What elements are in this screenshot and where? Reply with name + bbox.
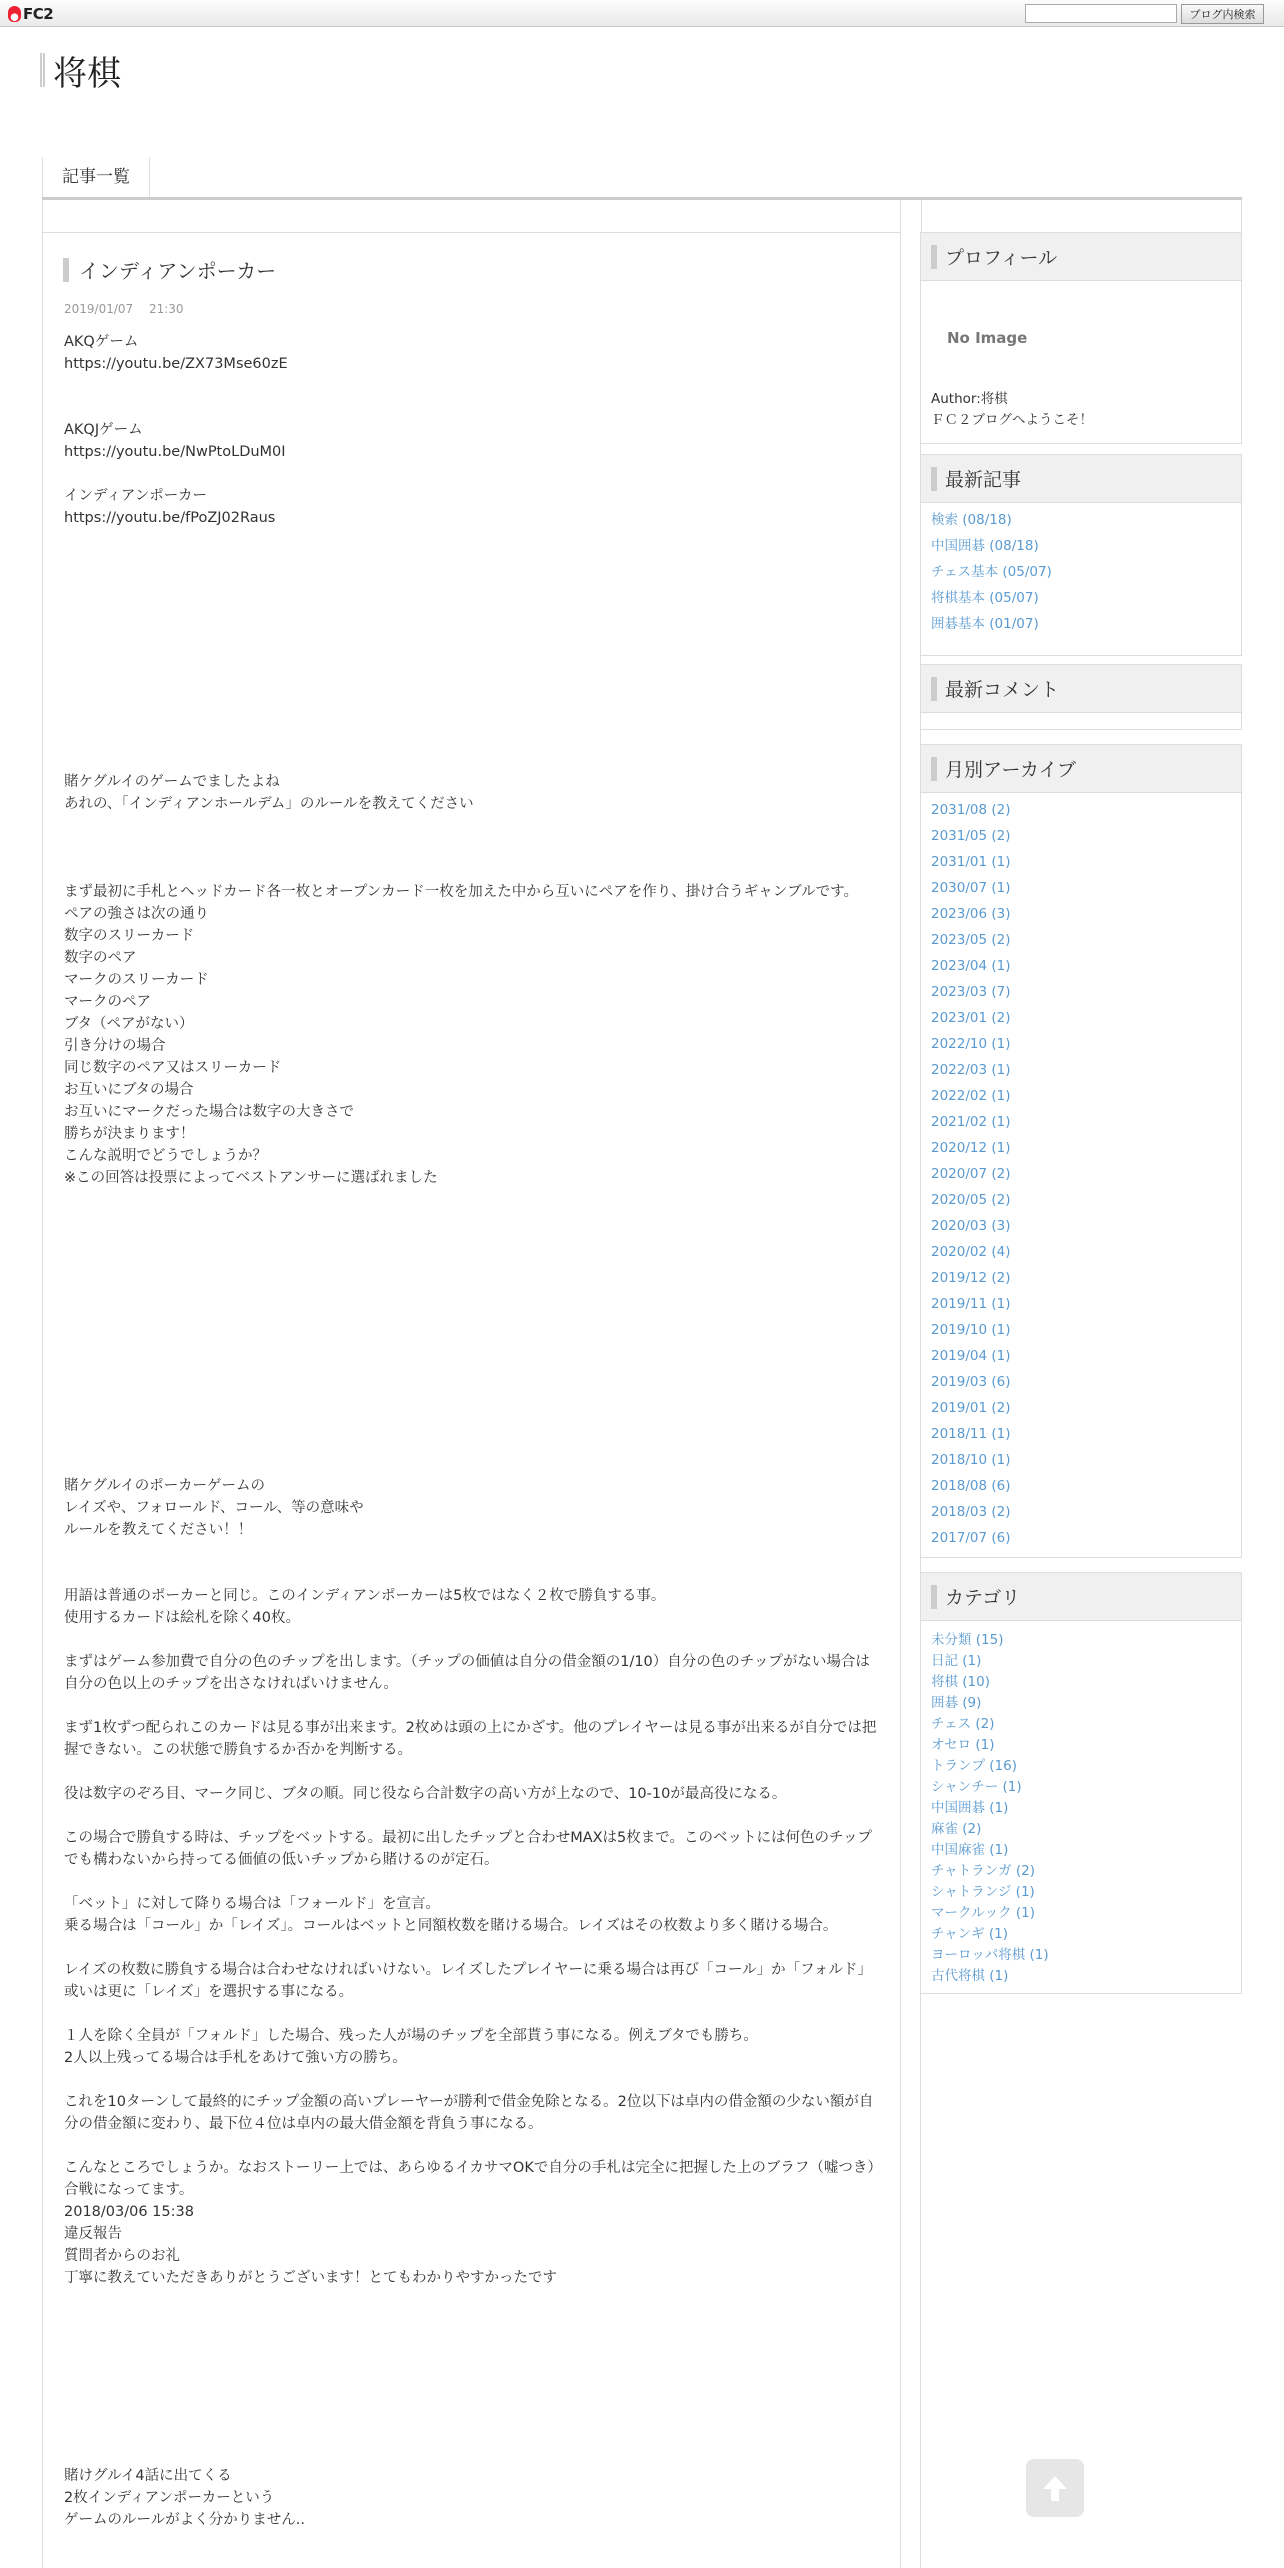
content-top-strip (42, 200, 1242, 232)
archive-link[interactable]: 2019/03 (6) (931, 1374, 1011, 1390)
arrow-up-icon (1039, 2472, 1071, 2504)
archive-link[interactable]: 2017/07 (6) (931, 1530, 1011, 1546)
archive-link[interactable]: 2020/05 (2) (931, 1192, 1011, 1208)
archive-link[interactable]: 2023/06 (3) (931, 906, 1011, 922)
entry-header (63, 255, 276, 284)
category-list (931, 1630, 1231, 1987)
archive-link[interactable]: 2031/05 (2) (931, 828, 1011, 844)
profile-image: No Image (947, 329, 1028, 347)
plugin-header (921, 745, 1241, 793)
plugin-title: 月別アーカイブ (945, 759, 1076, 781)
archive-link[interactable]: 2018/08 (6) (931, 1478, 1011, 1494)
plugin-title: 最新記事 (945, 469, 1022, 491)
fc2-toolbar (0, 0, 1284, 27)
archive-link[interactable]: 2019/10 (1) (931, 1322, 1011, 1338)
main-column (42, 232, 901, 2568)
plugin-recent-entries (921, 454, 1242, 656)
archive-link[interactable]: 2031/01 (1) (931, 854, 1011, 870)
archive-link[interactable]: 2030/07 (1) (931, 880, 1011, 896)
recent-entry-link[interactable]: 将棋基本 (05/07) (931, 590, 1039, 606)
plugin-header (921, 233, 1241, 281)
title-mark (40, 53, 45, 87)
archive-link[interactable]: 2023/04 (1) (931, 958, 1011, 974)
fc2-logo-text: FC2 (23, 4, 54, 23)
category-link[interactable]: 中国囲碁 (1) (931, 1800, 1009, 1816)
plugin-header (921, 665, 1241, 713)
entry-title-mark (63, 258, 69, 282)
plugin-title: カテゴリ (945, 1587, 1021, 1609)
category-link[interactable]: チェス (2) (931, 1716, 995, 1732)
fc2-flame-icon (8, 6, 21, 22)
nav-item-entry-list[interactable]: 記事一覧 (42, 157, 150, 197)
archive-link[interactable]: 2020/02 (4) (931, 1244, 1011, 1260)
blog-header (40, 50, 121, 94)
plugin-archives (921, 744, 1242, 1558)
plugin-header (921, 1573, 1241, 1621)
archive-link[interactable]: 2031/08 (2) (931, 802, 1011, 818)
category-link[interactable]: シャンチー (1) (931, 1779, 1022, 1795)
archive-link[interactable]: 2022/02 (1) (931, 1088, 1011, 1104)
category-link[interactable]: 囲碁 (9) (931, 1695, 982, 1711)
recent-entry-link[interactable]: 検索 (08/18) (931, 512, 1012, 528)
blog-title[interactable]: 将棋 (53, 53, 121, 94)
entry-title[interactable]: インディアンポーカー (79, 259, 277, 283)
category-link[interactable]: ヨーロッパ将棋 (1) (931, 1947, 1049, 1963)
category-link[interactable]: トランプ (16) (931, 1758, 1018, 1774)
archive-link[interactable]: 2020/12 (1) (931, 1140, 1011, 1156)
archive-link[interactable]: 2018/11 (1) (931, 1426, 1011, 1442)
archive-link[interactable]: 2019/01 (2) (931, 1400, 1011, 1416)
archive-link[interactable]: 2022/03 (1) (931, 1062, 1011, 1078)
recent-entry-link[interactable]: チェス基本 (05/07) (931, 564, 1052, 580)
archive-link[interactable]: 2020/07 (2) (931, 1166, 1011, 1182)
recent-entries-list (931, 507, 1231, 637)
plugin-title: 最新コメント (945, 679, 1060, 701)
archive-link[interactable]: 2023/03 (7) (931, 984, 1011, 1000)
welcome-text: ＦＣ２ブログへようこそ！ (931, 412, 1093, 428)
archive-list (931, 797, 1231, 1551)
category-link[interactable]: 中国麻雀 (1) (931, 1842, 1009, 1858)
page-top-button[interactable] (1026, 2459, 1084, 2517)
blog-search-input[interactable] (1025, 4, 1177, 23)
category-link[interactable]: 将棋 (10) (931, 1674, 991, 1690)
recent-entry-link[interactable]: 囲碁基本 (01/07) (931, 616, 1039, 632)
entry-body: AKQゲーム https://youtu.be/ZX73Mse60zE AKQJゲーム https://youtu.be/NwPtoLDuM0I インディアンポーカー https://youtu.be/fPoZJ02Raus 賭ケグルイのゲームでましたよね あれの、「インディアンホールデム」のルールを教えてください まず最初に手札とヘッドカード各一枚とオープンカード一枚を加えた中から互いにペアを作り、掛け合うギャンブルです。 ペアの強さは次の通り 数字のスリーカード 数字のペア マークのスリーカード マークのペア ブタ（ペアがない） 引き分けの場合 同じ数字のペア又はスリーカード お互いにブタの場合 お互いにマークだった場合は数字の大きさで 勝ちが決まります！ こんな説明でどうでしょうか？ ※この回答は投票によってベストアンサーに選ばれました 賭ケグルイのポーカーゲームの レイズや、フォロールド、コール、等の意味や ルールを教えてください！！ 用語は普通のポーカーと同じ。このインディアンポーカーは5枚ではなく２枚で勝負する事。 使用するカードは絵札を除く40枚。 まずはゲーム参加費で自分の色のチップを出します。（チップの価値は自分の借金額の1/10）自分の色のチップがない場合は自分の色以上のチップを出さなければいけません。 まず1枚ずつ配られこのカードは見る事が出来ます。2枚めは頭の上にかざす。他のプレイヤーは見る事が出来るが自分では把握できない。この状態で勝負するか否かを判断する。 役は数字のぞろ目、マーク同じ、ブタの順。同じ役なら合計数字の高い方が上なので、10-10が最高役になる。 この場合で勝負する時は、チップをベットする。最初に出したチップと合わせMAXは5枚まで。このベットには何色のチップでも構わないから持ってる価値の低いチップから賭けるのが定石。 「ベット」に対して降りる場合は「フォールド」を宣言。 乗る場合は「コール」か「レイズ」。コールはベットと同額枚数を賭ける場合。レイズはその枚数より多く賭ける場合。 レイズの枚数に勝負する場合は合わせなければいけない。レイズしたプレイヤーに乗る場合は再び「コール」か「フォルド」或いは更に「レイズ」を選択する事になる。 １人を除く全員が「フォルド」した場合、残った人が場のチップを全部貰う事になる。例えブタでも勝ち。 2人以上残ってる場合は手札をあけて強い方の勝ち。 これを10ターンして最終的にチップ金額の高いプレーヤーが勝利で借金免除となる。2位以下は卓内の借金額の少ない額が自分の借金額に変わり、最下位４位は卓内の最大借金額を背負う事になる。 こんなところでしょうか。なおストーリー上では、あらゆるイカサマOKで自分の手札は完全に把握した上のブラフ（嘘つき）合戦になってます。 2018/03/06 15:38 違反報告 質問者からのお礼 丁寧に教えていただきありがとうございます！とてもわかりやすかったです 賭けグルイ4話に出てくる 2枚インディアンポーカーという ゲームのルールがよく分かりません.. (64, 334, 882, 2528)
archive-link[interactable]: 2023/05 (2) (931, 932, 1011, 948)
archive-link[interactable]: 2019/12 (2) (931, 1270, 1011, 1286)
profile-author (931, 389, 1231, 431)
archive-link[interactable]: 2019/11 (1) (931, 1296, 1011, 1312)
archive-link[interactable]: 2021/02 (1) (931, 1114, 1011, 1130)
fc2-logo[interactable] (8, 5, 53, 22)
plugin-categories (921, 1572, 1242, 1994)
entry-date: 2019/01/07 21:30 (64, 302, 184, 316)
category-link[interactable]: 麻雀 (2) (931, 1821, 982, 1837)
blog-search-button[interactable]: ブログ内検索 (1181, 4, 1264, 24)
archive-link[interactable]: 2020/03 (3) (931, 1218, 1011, 1234)
archive-link[interactable]: 2022/10 (1) (931, 1036, 1011, 1052)
archive-link[interactable]: 2019/04 (1) (931, 1348, 1011, 1364)
category-link[interactable]: オセロ (1) (931, 1737, 995, 1753)
plugin-header (921, 455, 1241, 503)
plugin-recent-comments (921, 664, 1242, 730)
archive-link[interactable]: 2023/01 (2) (931, 1010, 1011, 1026)
recent-entry-link[interactable]: 中国囲碁 (08/18) (931, 538, 1039, 554)
category-link[interactable]: マークルック (1) (931, 1905, 1036, 1921)
category-link[interactable]: 古代将棋 (1) (931, 1968, 1009, 1984)
category-link[interactable]: チャンギ (1) (931, 1926, 1009, 1942)
category-link[interactable]: チャトランガ (2) (931, 1863, 1036, 1879)
archive-link[interactable]: 2018/03 (2) (931, 1504, 1011, 1520)
category-link[interactable]: 日記 (1) (931, 1653, 982, 1669)
column-gutter (901, 232, 921, 2568)
author-name: Author:将棋 (931, 391, 1008, 407)
plugin-profile (921, 232, 1242, 444)
category-link[interactable]: シャトランジ (1) (931, 1884, 1035, 1900)
plugin-title: プロフィール (945, 247, 1058, 269)
global-nav (42, 157, 1242, 197)
archive-link[interactable]: 2018/10 (1) (931, 1452, 1011, 1468)
category-link[interactable]: 未分類 (15) (931, 1632, 1004, 1648)
